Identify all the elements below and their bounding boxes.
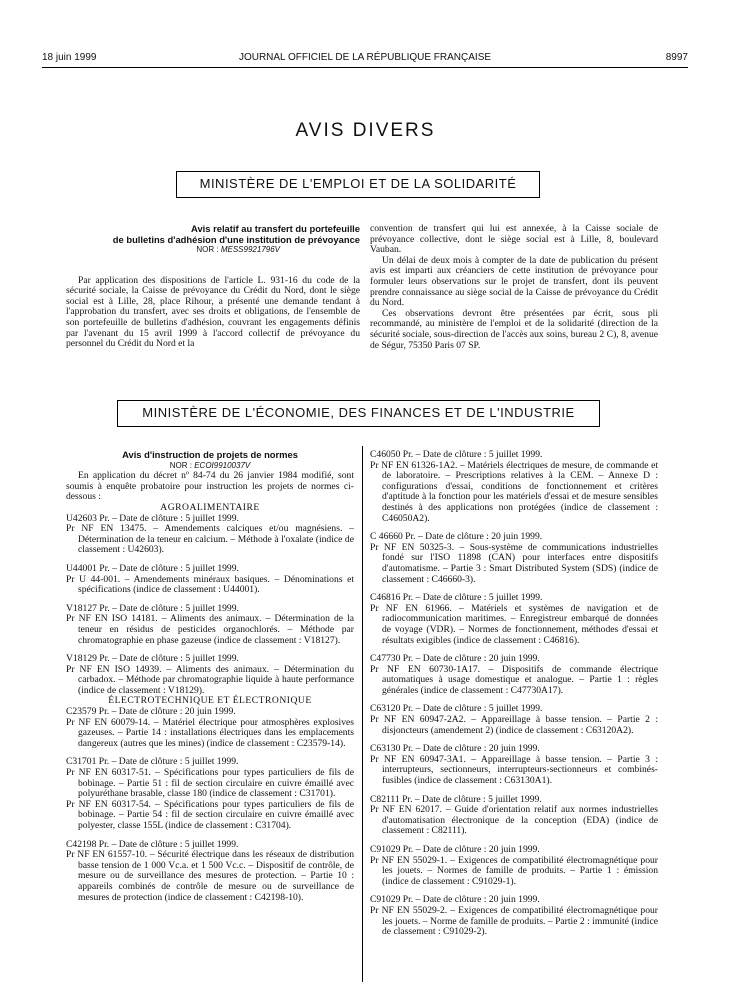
avis-transfert-title-line2: de bulletins d'adhésion d'une institution de prévoyance (112, 233, 360, 245)
norm-entry: Pr NF EN 62017. – Guide d'orientation relatif aux normes industrielles d'automatisation électronique de la conception (EDA) (indice de classement : C82111). (370, 804, 658, 837)
avis-transfert-nor (66, 245, 360, 256)
avis-transfert-paragraph-2: convention de transfert qui lui est annexée, à la Caisse sociale de prévoyance collective, dont le siège social est à Lille, 8, boulevard Vauban. (370, 223, 658, 256)
norm-entry: C42198 Pr. – Date de clôture : 5 juillet 1999. (66, 838, 239, 850)
norm-entry: V18127 Pr. – Date de clôture : 5 juillet 1999. (66, 602, 239, 614)
header-date: 18 juin 1999 (42, 52, 97, 63)
avis-normes-title: Avis d'instruction de projets de normes (122, 449, 298, 460)
electrotechnique-list-continued (370, 450, 658, 938)
norm-entry: U44001 Pr. – Date de clôture : 5 juillet 1999. (66, 562, 239, 574)
norm-entry: C91029 Pr. – Date de clôture : 20 juin 1999. (370, 894, 540, 906)
norm-entry: Pr NF EN 55029-2. – Exigences de compatibilité électromagnétique pour les jouets. – Norme de famille de produits. – Partie 2 : immunité (indice de classement : C91029-2). (370, 904, 658, 938)
norm-entry: V18129 Pr. – Date de clôture : 5 juillet 1999. (66, 653, 239, 665)
nor-code: ECOI9910037V (194, 460, 251, 470)
ministry-heading-economie: MINISTÈRE DE L'ÉCONOMIE, DES FINANCES ET DE L'INDUSTRIE (117, 400, 600, 427)
electrotechnique-list (66, 707, 354, 903)
norm-entry: Pr NF EN 13475. – Amendements calciques et/ou magnésiens. – Détermination de la teneur en calcium. – Méthode à l'oxalate (indice de classement : U42603). (66, 523, 354, 556)
header-journal: JOURNAL OFFICIEL DE LA RÉPUBLIQUE FRANÇAISE (238, 52, 492, 63)
norm-entry: C91029 Pr. – Date de clôture : 20 juin 1999. (370, 844, 540, 855)
column-divider (362, 446, 363, 982)
agroalimentaire-list (66, 514, 354, 697)
norm-entry: C23579 Pr. – Date de clôture : 20 juin 1999. (66, 706, 236, 718)
norm-entry: Pr NF EN 61557-10. – Sécurité électrique dans les réseaux de distribution basse tension de 1 000 Vc.a. et 1 500 Vc.c. – Dispositif de contrôle, de mesure ou de surveillance des mesures de protection. – Partie 10 : appareils combinés de contrôle de mesure ou de surveillance de mesures de protection (indice de classement : C42198-10). (66, 849, 354, 903)
norm-entry: Pr NF EN 60947-3A1. – Appareillage à basse tension. – Partie 3 : interrupteurs, sectionneurs, interrupteurs-sectionneurs et combinés-fusibles (indice de classement : C63130A1). (370, 753, 658, 787)
norm-entry: C46816 Pr. – Date de clôture : 5 juillet 1999. (370, 592, 543, 604)
norm-entry: Pr NF EN 50325-3. – Sous-système de communications industrielles fondé sur l'ISO 11898 (CAN) pour interfaces entre dispositifs d'automatisme. – Partie 3 : Smart Distributed System (SDS) (indice de classement : C46660-3). (370, 541, 658, 585)
avis-transfert-paragraph-1: Par application des dispositions de l'article L. 931-16 du code de la sécurité sociale, la Caisse de prévoyance du Crédit du Nord, dont le siège social est à Lille, 28, place Rihour, a présenté une demande tendant à l'approbation du transfert, avec ses droits et obligations, de l'ensemble de son portefeuille de bulletins d'adhésion, couvrant les engagements définis par l'avenant du 15 avril 1999 à l'accord collectif de prévoyance du personnel du Crédit du Nord et la (66, 274, 360, 350)
nor-code: MESS9921796V (220, 245, 280, 254)
header-rule (42, 67, 688, 68)
norm-entry: Pr NF EN 60317-51. – Spécifications pour types particuliers de fils de bobinage. – Partie 51 : fil de section circulaire en cuivre émaillé avec polyuréthane brasable, classe 180 (indice de classement : C31701). (66, 767, 354, 800)
header-page-number: 8997 (665, 52, 688, 63)
norm-entry: Pr NF EN ISO 14181. – Aliments des animaux. – Détermination de la teneur en résidus de pesticides organochlorés. – Méthode par chromatographie en phase gazeuse (indice de classement : V18127). (66, 613, 354, 646)
avis-transfert-paragraph-3: Un délai de deux mois à compter de la date de publication du présent avis est imparti aux créanciers de cette institution de prévoyance pour formuler leurs observations sur le projet de transfert, dont ils peuvent prendre connaissance au siège social de la Caisse de prévoyance du Crédit du Nord. (370, 254, 658, 309)
norm-entry: Pr NF EN ISO 14939. – Aliments des animaux. – Détermination du carbadox. – Méthode par chromatographie liquide à haute performance (indice de classement : V18129). (66, 663, 354, 696)
norm-entry: C46050 Pr. – Date de clôture : 5 juillet 1999. (370, 449, 543, 460)
norm-entry: Pr U 44-001. – Amendements minéraux basiques. – Dénominations et spécifications (indice de classement : U44001). (66, 573, 354, 596)
avis-normes-right-column (370, 450, 658, 938)
norm-entry: Pr NF EN 60947-2A2. – Appareillage à basse tension. – Partie 2 : disjoncteurs (amendement 2) (indice de classement : C63120A2). (370, 714, 658, 736)
norm-entry: C31701 Pr. – Date de clôture : 5 juillet 1999. (66, 756, 239, 768)
norm-entry: Pr NF EN 61326-1A2. – Matériels électriques de mesure, de commande et de laboratoire. – Prescriptions relatives à la CEM. – Annexe D : configurations d'essai, conditions de fonctionnement et critères d'aptitude à la fonction pour les matériels d'essai et de mesure sensibles destinés à des applications non protégées (indice de classement : C46050A2). (370, 459, 658, 524)
nor-label: NOR : (196, 245, 219, 254)
norm-entry: C82111 Pr. – Date de clôture : 5 juillet 1999. (370, 793, 542, 805)
section-agroalimentaire: AGROALIMENTAIRE (160, 501, 260, 513)
norm-entry: C 46660 Pr. – Date de clôture : 20 juin 1999. (370, 531, 543, 543)
norm-entry: C63130 Pr. – Date de clôture : 20 juin 1999. (370, 743, 540, 755)
norm-entry: Pr NF EN 61966. – Matériels et systèmes de navigation et de radiocommunication maritimes. – Enregistreur embarqué de données de voyage (VDR). – Normes de fonctionnement, méthodes d'essai et résultats exigibles (indice de classement : C46816). (370, 602, 658, 646)
norm-entry: U42603 Pr. – Date de clôture : 5 juillet 1999. (66, 512, 239, 524)
avis-transfert-paragraph-4: Ces observations devront être présentées par écrit, sous pli recommandé, au ministère de l'emploi et de la solidarité (direction de la sécurité sociale, sous-direction de l'accès aux soins, bureau 2 C), 8, avenue de Ségur, 75350 Paris 07 SP. (370, 307, 658, 351)
avis-transfert-left-column (66, 224, 360, 350)
ministry-heading-emploi: MINISTÈRE DE L'EMPLOI ET DE LA SOLIDARITÉ (176, 171, 540, 198)
norm-entry: Pr NF EN 60317-54. – Spécifications pour types particuliers de fils de bobinage. – Partie 54 : fil de section circulaire en cuivre émaillé avec polyester, classe 155L (indice de classement : C31704). (66, 798, 354, 831)
norm-entry: C63120 Pr. – Date de clôture : 5 juillet 1999. (370, 703, 543, 715)
nor-label: NOR : (169, 460, 192, 470)
avis-transfert-right-column (370, 224, 658, 351)
section-electrotechnique: ÉLECTROTECHNIQUE ET ÉLECTRONIQUE (108, 695, 312, 707)
running-header (42, 52, 688, 66)
norm-entry: Pr NF EN 55029-1. – Exigences de compatibilité électromagnétique pour les jouets. – Normes de famille de produits. – Partie 1 : émission (indice de classement : C91029-1). (370, 854, 658, 887)
norm-entry: C47730 Pr. – Date de clôture : 20 juin 1999. (370, 653, 540, 665)
section-title: AVIS DIVERS (295, 120, 436, 141)
norm-entry: Pr NF EN 60730-1A17. – Dispositifs de commande électrique automatiques à usage domestique et analogue. – Partie 1 : règles générales (indice de classement : C47730A17). (370, 663, 658, 696)
avis-transfert-title-line1: Avis relatif au transfert du portefeuille (191, 223, 360, 234)
norm-entry: Pr NF EN 60079-14. – Matériel électrique pour atmosphères explosives gazeuses. – Partie 14 : installations électriques dans les emplacements dangereux (autres que les mines) (indice de classement : C23579-14). (66, 716, 354, 749)
avis-normes-left-column (66, 450, 354, 903)
avis-normes-intro: En application du décret nº 84-74 du 26 janvier 1984 modifié, sont soumis à enquête probatoire pour instruction les projets de normes ci-dessous : (66, 470, 354, 503)
